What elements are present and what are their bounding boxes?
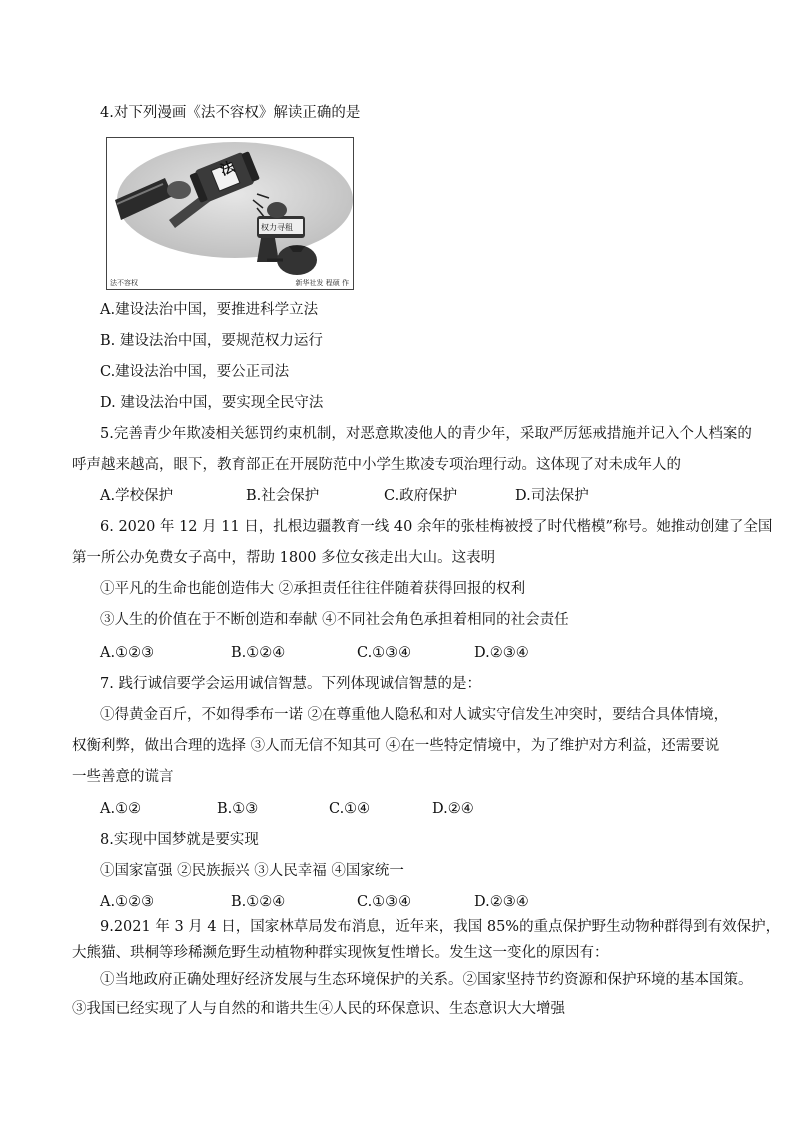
q6-items-line2: ③人生的价值在于不断创造和奉献 ④不同社会角色承担着相同的社会责任	[100, 612, 569, 628]
q5-option-c: C.政府保护	[384, 488, 458, 504]
q7-option-c: C.①④	[329, 801, 371, 817]
cartoon-illustration	[107, 138, 353, 289]
q4-option-a: A.建设法治中国，要推进科学立法	[100, 302, 319, 318]
q9-stem-line2: 大熊猫、珙桐等珍稀濒危野生动植物种群实现恢复性增长。发生这一变化的原因有：	[72, 945, 609, 961]
q7-option-d: D.②④	[432, 801, 474, 817]
q7-items-line1: ①得黄金百斤，不如得季布一诺 ②在尊重他人隐私和对人诚实守信发生冲突时，要结合具体情境，	[100, 707, 729, 723]
q4-option-b: B. 建设法治中国，要规范权力运行	[100, 333, 323, 349]
q8-option-d: D.②③④	[474, 894, 529, 910]
q7-items-line3: 一些善意的谎言	[72, 769, 174, 785]
hammer-character: 法	[218, 159, 238, 180]
q9-stem-line1: 9.2021 年 3 月 4 日，国家林草局发布消息，近年来，我国 85%的重点保护野生动物种群得到有效保护，	[100, 919, 781, 935]
q6-stem-line1: 6. 2020 年 12 月 11 日，扎根边疆教育一线 40 余年的张桂梅被授了时代楷模”称号。她推动创建了全国	[100, 519, 773, 535]
q4-option-c: C.建设法治中国，要公正司法	[100, 364, 290, 380]
q6-option-a: A.①②③	[100, 645, 155, 661]
q5-option-a: A.学校保护	[100, 488, 174, 504]
cartoon-image	[106, 137, 354, 290]
q7-option-b: B.①③	[217, 801, 259, 817]
q5-option-d: D.司法保护	[515, 488, 589, 504]
q8-option-a: A.①②③	[100, 894, 155, 910]
q7-option-a: A.①②	[100, 801, 142, 817]
cartoon-caption-right: 新华社发 程硕 作	[295, 279, 349, 287]
q5-stem-line1: 5.完善青少年欺凌相关惩罚约束机制，对恶意欺凌他人的青少年，采取严厉惩戒措施并记入个人档案的	[100, 426, 752, 442]
q7-items-line2: 权衡利弊，做出合理的选择 ③人而无信不知其可 ④在一些特定情境中，为了维护对方利益，还需要说	[72, 738, 720, 754]
q6-items-line1: ①平凡的生命也能创造伟大 ②承担责任往往伴随着获得回报的权利	[100, 581, 526, 597]
q6-option-d: D.②③④	[474, 645, 529, 661]
q5-option-b: B.社会保护	[246, 488, 320, 504]
q5-stem-line2: 呼声越来越高，眼下，教育部正在开展防范中小学生欺凌专项治理行动。这体现了对未成年人的	[72, 457, 681, 473]
q7-stem: 7. 践行诚信要学会运用诚信智慧。下列体现诚信智慧的是：	[100, 676, 481, 692]
q4-option-d: D. 建设法治中国，要实现全民守法	[100, 395, 324, 411]
sign-text: 权力寻租	[261, 223, 293, 232]
q8-option-c: C.①③④	[357, 894, 412, 910]
q9-items-line2: ③我国已经实现了人与自然的和谐共生④人民的环保意识、生态意识大大增强	[72, 1001, 565, 1017]
q8-stem: 8.实现中国梦就是要实现	[100, 832, 259, 848]
q4-stem: 4.对下列漫画《法不容权》解读正确的是	[100, 105, 361, 121]
q6-option-c: C.①③④	[357, 645, 412, 661]
q8-option-b: B.①②④	[231, 894, 286, 910]
q6-option-b: B.①②④	[231, 645, 286, 661]
q8-items: ①国家富强 ②民族振兴 ③人民幸福 ④国家统一	[100, 863, 404, 879]
q9-items-line1: ①当地政府正确处理好经济发展与生态环境保护的关系。②国家坚持节约资源和保护环境的基本国策。	[100, 972, 753, 988]
q6-stem-line2: 第一所公办免费女子高中，帮助 1800 多位女孩走出大山。这表明	[72, 550, 496, 566]
cartoon-caption-left: 法不容权	[110, 279, 138, 287]
